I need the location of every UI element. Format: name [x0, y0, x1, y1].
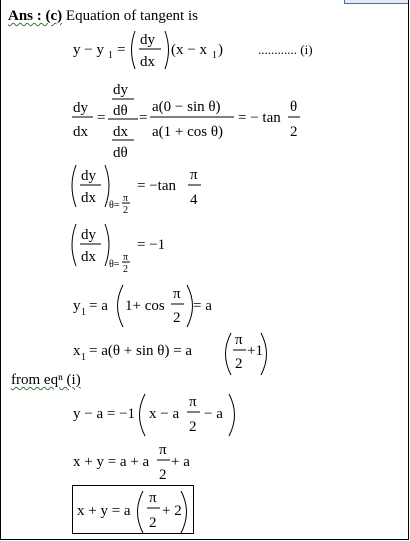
eq4-paren-left — [72, 224, 76, 266]
equation-slope-value — [72, 224, 165, 275]
eq2-two: 2 — [290, 124, 298, 140]
final-answer-box — [72, 485, 194, 534]
eq7-paren-right — [229, 394, 235, 436]
eq2-cf-num-top: dy — [113, 82, 128, 98]
eq9-lhs: x + y = a — [77, 503, 131, 519]
equation-derivative — [72, 82, 300, 161]
eq6-pi: π — [235, 332, 243, 348]
equation-tangent — [73, 31, 313, 70]
svg-text:=: = — [97, 110, 106, 126]
eq6-sub: 1 — [81, 352, 86, 363]
eq6-paren-left — [226, 333, 232, 375]
eq2-cf-den-bot: dθ — [113, 145, 128, 161]
eq4-den: dx — [81, 249, 96, 265]
from-equation-label: from eqⁿ (i) — [11, 372, 81, 388]
eq1-ref: ............ (i) — [258, 42, 313, 57]
eq1-paren-left — [132, 31, 136, 69]
eq5-inner: 1+ cos — [125, 298, 165, 314]
equation-slope-tan — [72, 165, 201, 216]
eq3-cond-2: 2 — [123, 205, 128, 216]
equation-simplified — [73, 442, 190, 483]
eq5-rhs: = a — [193, 298, 212, 314]
eq4-cond-pi: π — [123, 252, 129, 263]
eq8-tail: + a — [171, 454, 190, 470]
eq3-rhs: = −tan — [137, 178, 176, 194]
eq2-rhs: = − tan — [238, 110, 281, 126]
eq3-den: dx — [81, 190, 96, 206]
eq6-two: 2 — [235, 356, 243, 372]
eq5-paren-left — [118, 285, 124, 327]
eq3-paren-left — [72, 165, 76, 207]
svg-text:=: = — [139, 110, 148, 126]
eq9-pi: π — [149, 490, 157, 506]
eq4-rhs: = −1 — [137, 237, 166, 253]
equation-substituted — [73, 394, 235, 436]
answer-label: Ans : (c) — [8, 8, 63, 24]
eq2-dydx-den: dx — [73, 124, 88, 140]
eq2-dydx-num: dy — [73, 100, 88, 116]
eq3-cond-pi: π — [123, 193, 129, 204]
eq3-num: dy — [81, 168, 96, 184]
eq5-lhs: y — [73, 298, 81, 314]
eq1-lhs-sub: 1 — [108, 50, 113, 61]
eq7-tail: − a — [204, 406, 223, 422]
eq7-paren-left — [140, 394, 146, 436]
eq8-pi: π — [159, 442, 167, 458]
eq7-two: 2 — [189, 419, 197, 435]
eq5-sub: 1 — [81, 307, 86, 318]
eq8-lhs: x + y = a + a — [73, 454, 150, 470]
eq1-rhs-sub: 1 — [212, 50, 217, 61]
answer-intro-text: Equation of tangent is — [65, 8, 198, 24]
eq5-mid: = a — [89, 298, 108, 314]
eq1-equals: = — [117, 42, 126, 58]
eq2-sub-den: a(1 + cos θ) — [152, 124, 224, 140]
equation-x1 — [73, 332, 267, 375]
eq9-tail: + 2 — [162, 503, 182, 519]
eq9-two: 2 — [149, 515, 157, 531]
eq7-inner: x − a — [149, 406, 180, 422]
eq1-paren-right — [165, 31, 169, 69]
eq1-frac-num: dy — [140, 32, 155, 48]
eq1-rhs-close: ) — [218, 42, 223, 58]
eq4-num: dy — [81, 227, 96, 243]
eq6-lhs: x — [73, 343, 81, 359]
eq7-pi: π — [189, 394, 197, 410]
eq1-frac-den: dx — [140, 54, 155, 70]
eq2-cf-den-top: dx — [113, 124, 128, 140]
eq3-cond: θ= — [109, 200, 120, 211]
eq5-two: 2 — [173, 310, 181, 326]
eq5-paren-right — [187, 285, 193, 327]
eq2-theta: θ — [290, 99, 298, 115]
eq3-four: 4 — [190, 192, 198, 208]
eq5-pi: π — [173, 286, 181, 302]
eq6-plus-one: +1 — [247, 343, 263, 359]
equation-y1 — [73, 285, 212, 327]
eq6-mid: = a(θ + sin θ) = a — [89, 343, 193, 359]
eq7-lhs: y − a = −1 — [73, 406, 136, 422]
equations-svg — [1, 0, 409, 540]
eq1-lhs: y − y — [73, 42, 104, 58]
eq8-two: 2 — [159, 467, 167, 483]
eq2-sub-num: a(0 − sin θ) — [152, 99, 221, 115]
eq2-cf-num-bot: dθ — [113, 103, 128, 119]
eq1-rhs: (x − x — [171, 42, 207, 58]
eq3-pi: π — [190, 167, 198, 183]
eq4-cond-2: 2 — [123, 264, 128, 275]
eq4-cond: θ= — [109, 259, 120, 270]
